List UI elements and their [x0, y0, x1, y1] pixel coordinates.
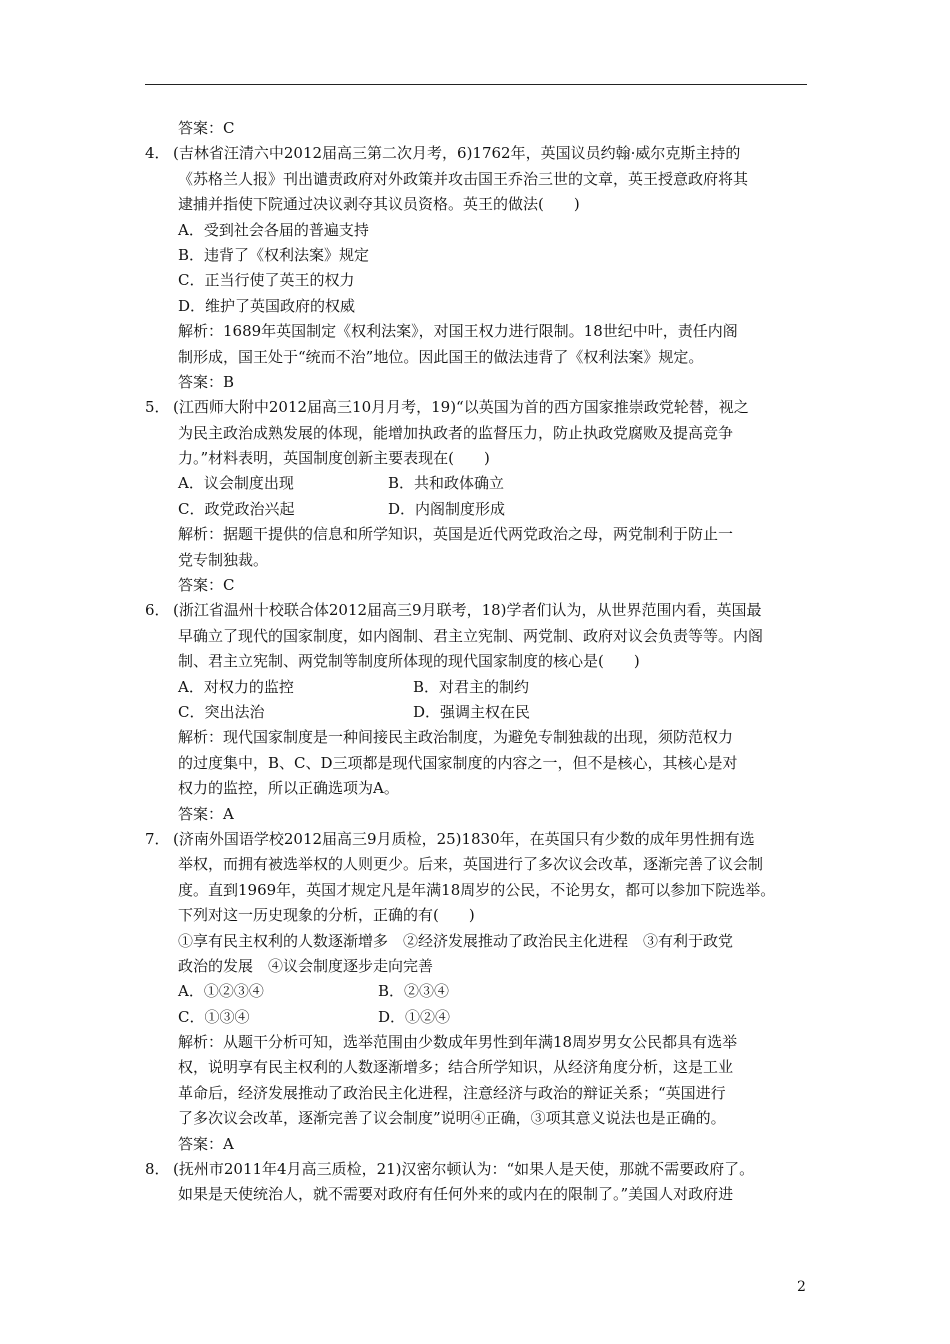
question-6 [145, 598, 815, 827]
analysis-line: 党专制独裁。 [178, 550, 269, 569]
analysis-line: 革命后，经济发展推动了政治民主化进程，注意经济与政治的辩证关系；“英国进行 [178, 1083, 726, 1102]
option-b: B．违背了《权利法案》规定 [178, 245, 370, 264]
question-stem-line: (江西师大附中2012届高三10月月考，19)“以英国为首的西方国家推崇政党轮替，视之 [173, 398, 749, 417]
option-row [145, 471, 815, 496]
question-stem-line: 制、君主立宪制、两党制等制度所体现的现代国家制度的核心是( ) [178, 652, 640, 671]
question-stem-line: 下列对这一历史现象的分析，正确的有( ) [178, 906, 475, 925]
question-stem-line: 度。直到1969年，英国才规定凡是年满18周岁的公民，不论男女，都可以参加下院选举。 [178, 880, 776, 899]
question-number: 7． [145, 829, 170, 848]
option-row [145, 979, 815, 1004]
answer-line: 答案：C [178, 576, 235, 595]
question-8 [145, 1157, 815, 1208]
question-7 [145, 827, 815, 1157]
question-stem-line: (济南外国语学校2012届高三9月质检，25)1830年，在英国只有少数的成年男性拥有选 [173, 829, 755, 848]
answer-line: 答案：C [178, 119, 235, 137]
option-d: D．维护了英国政府的权威 [178, 296, 356, 315]
option-row [145, 1005, 815, 1030]
option-c: C．正当行使了英王的权力 [178, 271, 355, 290]
answer-line: 答案：A [178, 1134, 234, 1153]
analysis-line: 了多次议会改革，逐渐完善了议会制度”说明④正确，③项其意义说法也是正确的。 [178, 1109, 726, 1128]
question-stem-line: ①享有民主权利的人数逐渐增多 ②经济发展推动了政治民主化进程 ③有利于政党 [178, 931, 734, 950]
question-number: 5． [145, 398, 170, 417]
analysis-line: 解析：据题干提供的信息和所学知识，英国是近代两党政治之母，两党制利于防止一 [178, 525, 734, 544]
option-c: C．政党政治兴起 [178, 499, 295, 518]
option-row [145, 700, 815, 725]
question-stem-line: 政治的发展 ④议会制度逐步走向完善 [178, 956, 434, 975]
answer-line: 答案：B [178, 372, 235, 391]
question-4 [145, 141, 815, 395]
question-stem-line: 早确立了现代的国家制度，如内阁制、君主立宪制、两党制、政府对议会负责等等。内阁 [178, 626, 764, 645]
question-stem-line: 力。”材料表明，英国制度创新主要表现在( ) [178, 449, 490, 468]
question-5 [145, 395, 815, 598]
question-number: 6． [145, 601, 170, 620]
page-number: 2 [797, 1279, 806, 1295]
option-a: A．议会制度出现 [178, 474, 294, 493]
question-number: 4． [145, 144, 170, 163]
question-stem-line: (抚州市2011年4月高三质检，21)汉密尔顿认为：“如果人是天使，那就不需要政府了。 [173, 1160, 755, 1179]
document-body [145, 116, 815, 1208]
option-row [145, 675, 815, 700]
option-row [145, 497, 815, 522]
question-stem-line: 举权，而拥有被选举权的人则更少。后来，英国进行了多次议会改革，逐渐完善了议会制 [178, 855, 764, 874]
question-stem-line: 《苏格兰人报》刊出谴责政府对外政策并攻击国王乔治三世的文章，英王授意政府将其 [178, 169, 749, 188]
analysis-line: 权力的监控，所以正确选项为A。 [178, 779, 399, 798]
question-stem-line: (吉林省汪清六中2012届高三第二次月考，6)1762年，英国议员约翰·威尔克斯主持的 [173, 144, 741, 163]
analysis-line: 制形成，国王处于“统而不治”地位。因此国王的做法违背了《权利法案》规定。 [178, 347, 704, 366]
option-d: D．强调主权在民 [413, 702, 531, 721]
option-d: D．内阁制度形成 [388, 499, 506, 518]
option-b: B．共和政体确立 [388, 474, 505, 493]
header-rule [145, 84, 807, 85]
option-a: A．受到社会各届的普遍支持 [178, 220, 369, 239]
option-a: A．对权力的监控 [178, 677, 294, 696]
analysis-line: 解析：现代国家制度是一种间接民主政治制度，为避免专制独裁的出现，须防范权力 [178, 728, 734, 747]
analysis-line: 的过度集中，B、C、D三项都是现代国家制度的内容之一，但不是核心，其核心是对 [178, 753, 738, 772]
question-stem-line: 逮捕并指使下院通过决议剥夺其议员资格。英王的做法( ) [178, 195, 580, 214]
question-stem-line: (浙江省温州十校联合体2012届高三9月联考，18)学者们认为，从世界范围内看，英国最 [173, 601, 762, 620]
question-number: 8． [145, 1160, 170, 1179]
option-a: A．①②③④ [178, 982, 264, 1001]
option-c: C．突出法治 [178, 702, 265, 721]
analysis-line: 权，说明享有民主权利的人数逐渐增多；结合所学知识，从经济角度分析，这是工业 [178, 1058, 734, 1077]
option-b: B．对君主的制约 [413, 677, 530, 696]
question-stem-line: 如果是天使统治人，就不需要对政府有任何外来的或内在的限制了。”美国人对政府进 [178, 1185, 734, 1204]
option-b: B．②③④ [378, 982, 450, 1001]
answer-line: 答案：A [178, 804, 234, 823]
option-d: D．①②④ [378, 1007, 451, 1026]
question-stem-line: 为民主政治成熟发展的体现，能增加执政者的监督压力，防止执政党腐败及提高竞争 [178, 423, 734, 442]
analysis-line: 解析：1689年英国制定《权利法案》，对国王权力进行限制。18世纪中叶，责任内阁 [178, 322, 738, 341]
analysis-line: 解析：从题干分析可知，选举范围由少数成年男性到年满18周岁男女公民都具有选举 [178, 1033, 738, 1052]
option-c: C．①③④ [178, 1007, 250, 1026]
